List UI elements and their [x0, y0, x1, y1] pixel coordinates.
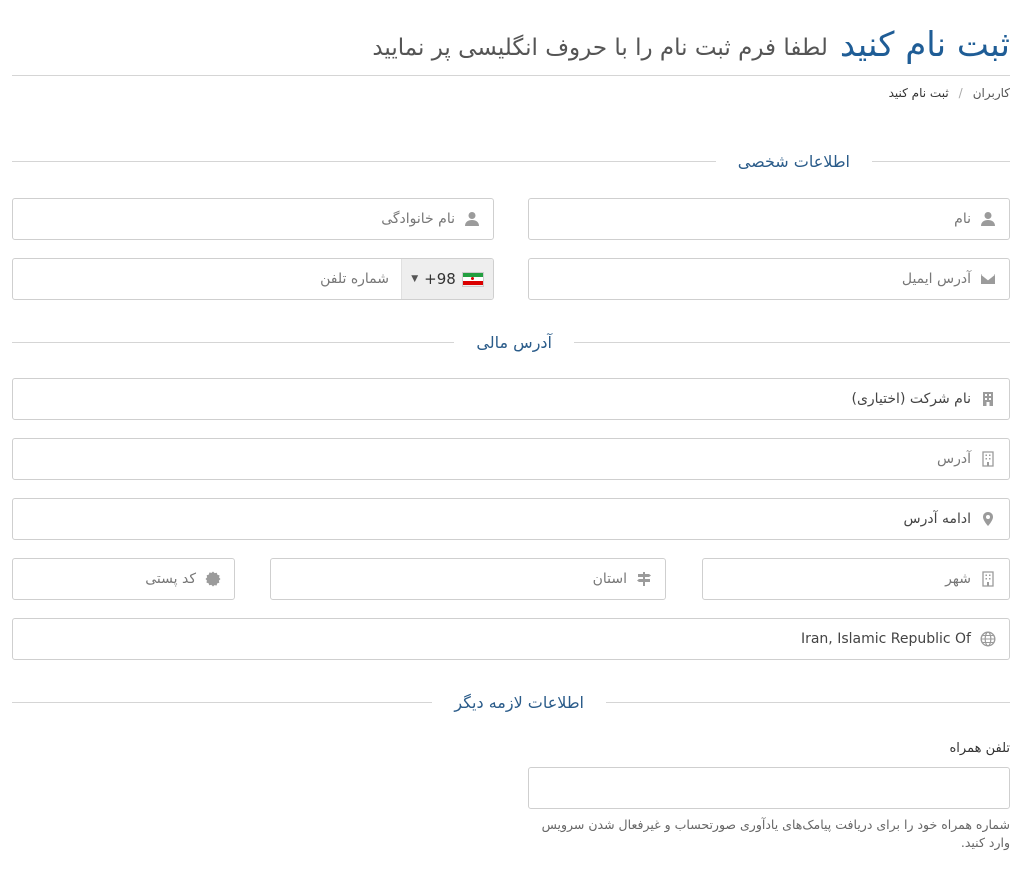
breadcrumb-link-users[interactable]: کاربران	[972, 86, 1010, 100]
building-icon	[979, 390, 997, 408]
country-code: +98	[424, 270, 456, 288]
email-input[interactable]	[528, 258, 1010, 300]
user-icon	[979, 210, 997, 228]
section-personal-info	[12, 149, 1010, 173]
page-subtitle: لطفا فرم ثبت نام را با حروف انگلیسی پر نمایید	[372, 34, 828, 61]
first-name-placeholder: نام	[954, 211, 971, 227]
company-placeholder: نام شرکت (اختیاری)	[851, 391, 971, 407]
breadcrumb-separator: /	[958, 86, 963, 100]
globe-icon	[979, 630, 997, 648]
building-icon	[979, 450, 997, 468]
mobile-input[interactable]	[528, 767, 1010, 809]
phone-placeholder: شماره تلفن	[320, 271, 389, 287]
email-placeholder: آدرس ایمیل	[901, 271, 971, 287]
country-code-selector[interactable]	[401, 259, 493, 299]
certificate-icon	[204, 570, 222, 588]
company-input[interactable]	[12, 378, 1010, 420]
user-icon	[463, 210, 481, 228]
first-name-input[interactable]	[528, 198, 1010, 240]
breadcrumb	[889, 86, 1010, 100]
section-title: اطلاعات شخصی	[737, 151, 850, 171]
section-additional-info	[12, 690, 1010, 714]
iran-flag-icon	[462, 272, 484, 287]
caret-down-icon: ▼	[411, 274, 419, 284]
section-title: آدرس مالی	[476, 332, 552, 352]
signpost-icon	[635, 570, 653, 588]
section-billing-address	[12, 330, 1010, 354]
section-title: اطلاعات لازمه دیگر	[454, 692, 584, 712]
mobile-label: تلفن همراه	[949, 741, 1010, 756]
city-placeholder: شهر	[945, 571, 971, 587]
address2-input[interactable]	[12, 498, 1010, 540]
postcode-input[interactable]	[12, 558, 235, 600]
breadcrumb-current: ثبت نام کنید	[888, 86, 949, 100]
page-header	[12, 14, 1010, 76]
address-placeholder: آدرس	[937, 451, 971, 467]
state-placeholder: استان	[592, 571, 627, 587]
last-name-input[interactable]	[12, 198, 494, 240]
page-title: ثبت نام کنید	[839, 24, 1010, 65]
building-icon	[979, 570, 997, 588]
envelope-icon	[979, 270, 997, 288]
map-marker-icon	[979, 510, 997, 528]
country-value: Iran, Islamic Republic Of	[800, 631, 971, 647]
phone-input[interactable]	[12, 258, 494, 300]
address-input[interactable]	[12, 438, 1010, 480]
city-input[interactable]	[702, 558, 1010, 600]
mobile-help-text: شماره همراه خود را برای دریافت پیامک‌های یادآوری صورتحساب و غیرفعال شدن سرویس وارد کنید.	[541, 817, 1010, 850]
country-select[interactable]	[12, 618, 1010, 660]
state-input[interactable]	[270, 558, 666, 600]
last-name-placeholder: نام خانوادگی	[381, 211, 455, 227]
postcode-placeholder: کد پستی	[145, 571, 196, 587]
address2-placeholder: ادامه آدرس	[903, 511, 971, 527]
